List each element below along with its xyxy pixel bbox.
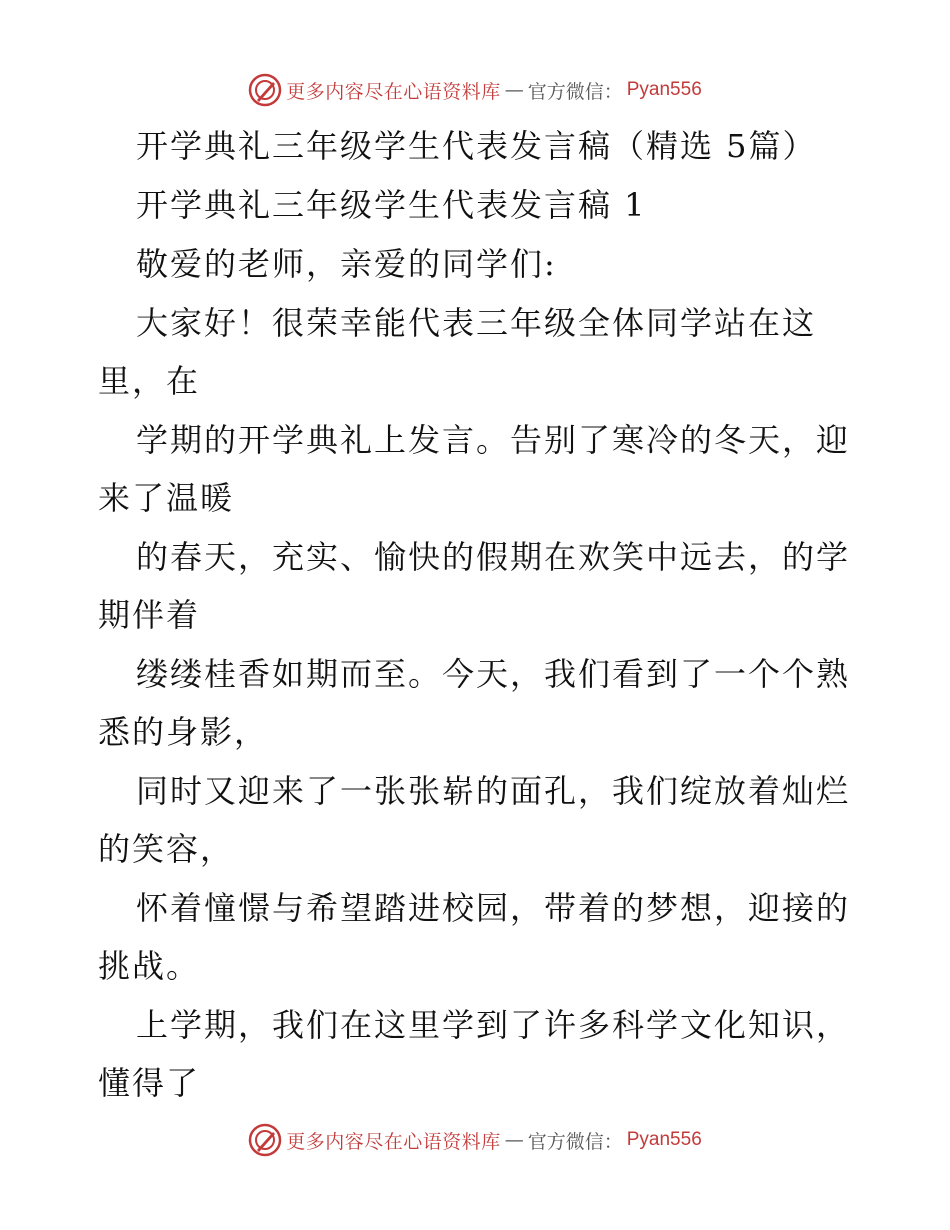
- body-line: 的笑容，: [98, 830, 235, 868]
- watermark-separator: —: [504, 79, 524, 101]
- watermark-wechat-id: Pyan556: [626, 79, 702, 100]
- body-line: 缕缕桂香如期而至。今天，我们看到了一个个熟: [136, 655, 851, 693]
- ink-pen-logo-icon: [248, 73, 282, 107]
- body-line: 来了温暖: [98, 479, 235, 517]
- body-line: 里，在: [98, 362, 201, 400]
- footer-watermark: [0, 1120, 950, 1160]
- watermark-wechat-id: Pyan556: [626, 1129, 702, 1150]
- body-line: 同时又迎来了一张张崭的面孔，我们绽放着灿烂: [136, 772, 851, 810]
- document-title: 开学典礼三年级学生代表发言稿（精选 5篇）: [136, 127, 817, 165]
- body-line: 期伴着: [98, 596, 201, 634]
- body-line: 上学期，我们在这里学到了许多科学文化知识，: [136, 1006, 851, 1044]
- body-line: 悉的身影，: [98, 713, 269, 751]
- body-line: 怀着憧憬与希望踏进校园，带着的梦想，迎接的: [136, 889, 851, 927]
- watermark-text: 更多内容尽在心语资料库: [286, 1130, 501, 1153]
- section-heading: 开学典礼三年级学生代表发言稿 1: [136, 186, 647, 224]
- salutation: 敬爱的老师，亲爱的同学们:: [136, 245, 557, 283]
- watermark-text: 更多内容尽在心语资料库: [286, 80, 501, 103]
- watermark-wechat-label: 官方微信：: [527, 1130, 623, 1153]
- body-line: 懂得了: [98, 1064, 201, 1102]
- body-line: 大家好！很荣幸能代表三年级全体同学站在这: [136, 304, 817, 342]
- body-line: 挑战。: [98, 947, 201, 985]
- ink-pen-logo-icon: [248, 1123, 282, 1157]
- body-line: 学期的开学典礼上发言。告别了寒冷的冬天，迎: [136, 421, 851, 459]
- body-line: 的春天，充实、愉快的假期在欢笑中远去，的学: [136, 538, 851, 576]
- watermark-wechat-label: 官方微信：: [527, 80, 623, 103]
- watermark-separator: —: [504, 1129, 524, 1151]
- header-watermark: [0, 70, 950, 110]
